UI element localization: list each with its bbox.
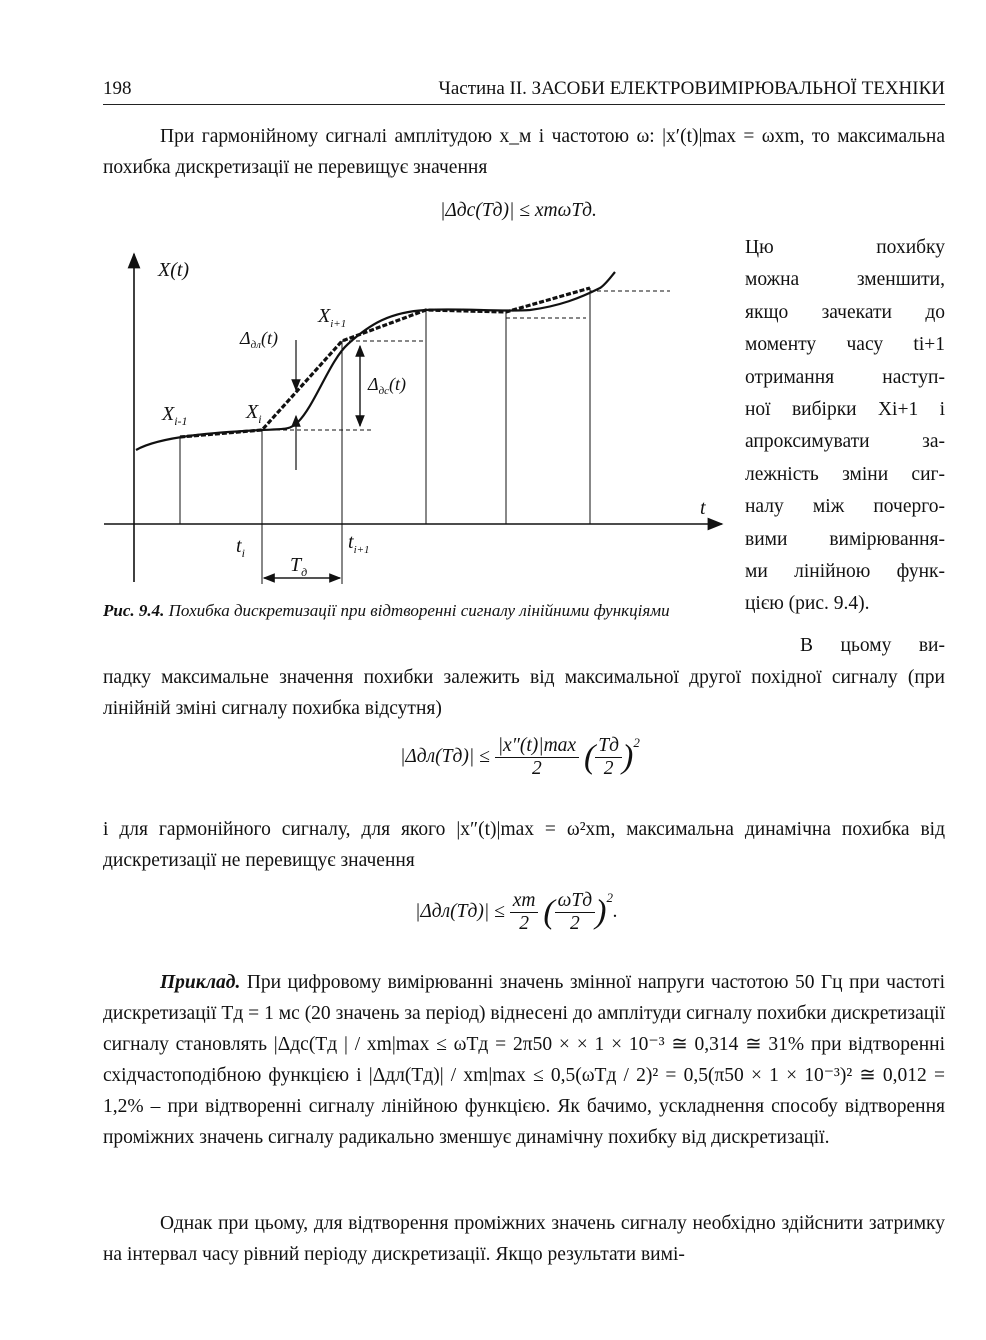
label-t-ip1: $t_{i+1}$	[348, 531, 370, 556]
label-delta-dc: $\Delta_{дс}(t)$	[368, 374, 407, 397]
example-text: При цифровому вимірюванні значень змінної напруги частотою 50 Гц при частоті дискретизації Tд = 1 мс (20 значень за період) віднесені до амплітуди сигналу похибки дискретизації сигналу становлять |Δдс(Tд | / xm|max ≤ ωTд = 2π50 × × 1 × 10⁻³ ≅ 0,314 ≅ 31% при відтворенні східчастоподібною функцією і |Δдл(Tд)| / xm|max ≤ 0,5(ωTд / 2)² = 0,5(π50 × 1 × 10⁻³)² ≅ 0,012 = 1,2% – при відтворенні сигналу лінійною функцією. Як бачимо, ускладнення способу відтворення проміжних значень сигналу радикально зменшує динамічну похибку від дискретизації.	[103, 972, 945, 1148]
caption-label: Рис. 9.4.	[103, 601, 165, 620]
paragraph-4: Однак при цьому, для відтворення проміжних значень сигналу необхідно здійснити затримку на інтервал часу рівний періоду дискретизації. Якщо результати вимі-	[103, 1213, 945, 1265]
label-period: $T_д$	[290, 554, 308, 579]
signal-curve	[136, 272, 615, 450]
side-text: Цю похибку можна зменшити, якщо зачекати до моменту часу ti+1 отримання наступ- ної вибірки Xi+1 і апроксимувати за- лежність зміни сиг- налу між почерго- вими вимірювання- ми лінійною функ- цією (рис. 9.4).	[745, 237, 945, 615]
paragraph-3: і для гармонійного сигналу, для якого |x″(t)|max = ω²xm, максимальна динамічна похибка від дискретизації не перевищує значення	[103, 819, 945, 871]
x-axis-label: t	[700, 497, 706, 519]
caption-text: Похибка дискретизації при відтворенні сигналу лінійними функціями	[168, 601, 670, 620]
figure-9-4	[100, 240, 730, 600]
paragraph-1: При гармонійному сигналі амплітудою x_м і частотою ω: |x′(t)|max = ωxm, то максимальна похибка дискретизації не перевищує значення	[103, 126, 945, 178]
label-t-i: $t_i$	[236, 535, 245, 560]
y-axis-label: X(t)	[158, 259, 190, 281]
side-text-last: В цьому ви-	[800, 635, 945, 656]
label-x-i: $X_i$	[246, 401, 262, 426]
example-label: Приклад.	[160, 972, 241, 993]
page-header	[103, 78, 945, 105]
label-x-ip1: $X_{i+1}$	[318, 305, 347, 330]
label-delta-dl: $\Delta_{дл}(t)$	[240, 328, 278, 351]
formula-2: |Δдл(Tд)| ≤ $\frac{|x''(t)|\max}{2}$ ( $\frac{Tд}{2}$ )$^2$	[400, 735, 640, 779]
formula-3: |Δдл(Tд)| ≤ $\frac{xm}{2}$ ( $\frac{\text{ωTд}}{2}$ )$^2$.	[415, 890, 618, 934]
figure-caption	[103, 600, 713, 622]
example-paragraph	[103, 967, 945, 1153]
running-title: Частина ІІ. ЗАСОБИ ЕЛЕКТРОВИМІРЮВАЛЬНОЇ ТЕХНІКИ	[438, 78, 945, 99]
page-number: 198	[103, 78, 132, 99]
paragraph-2: падку максимальне значення похибки залежить від максимальної другої похідної сигналу (при лінійній зміні сигналу похибка відсутня)	[103, 667, 945, 719]
label-x-im1: $X_{i-1}$	[162, 403, 188, 428]
formula-1: |Δдс(Tд)| ≤ xmωTд.	[440, 200, 597, 221]
